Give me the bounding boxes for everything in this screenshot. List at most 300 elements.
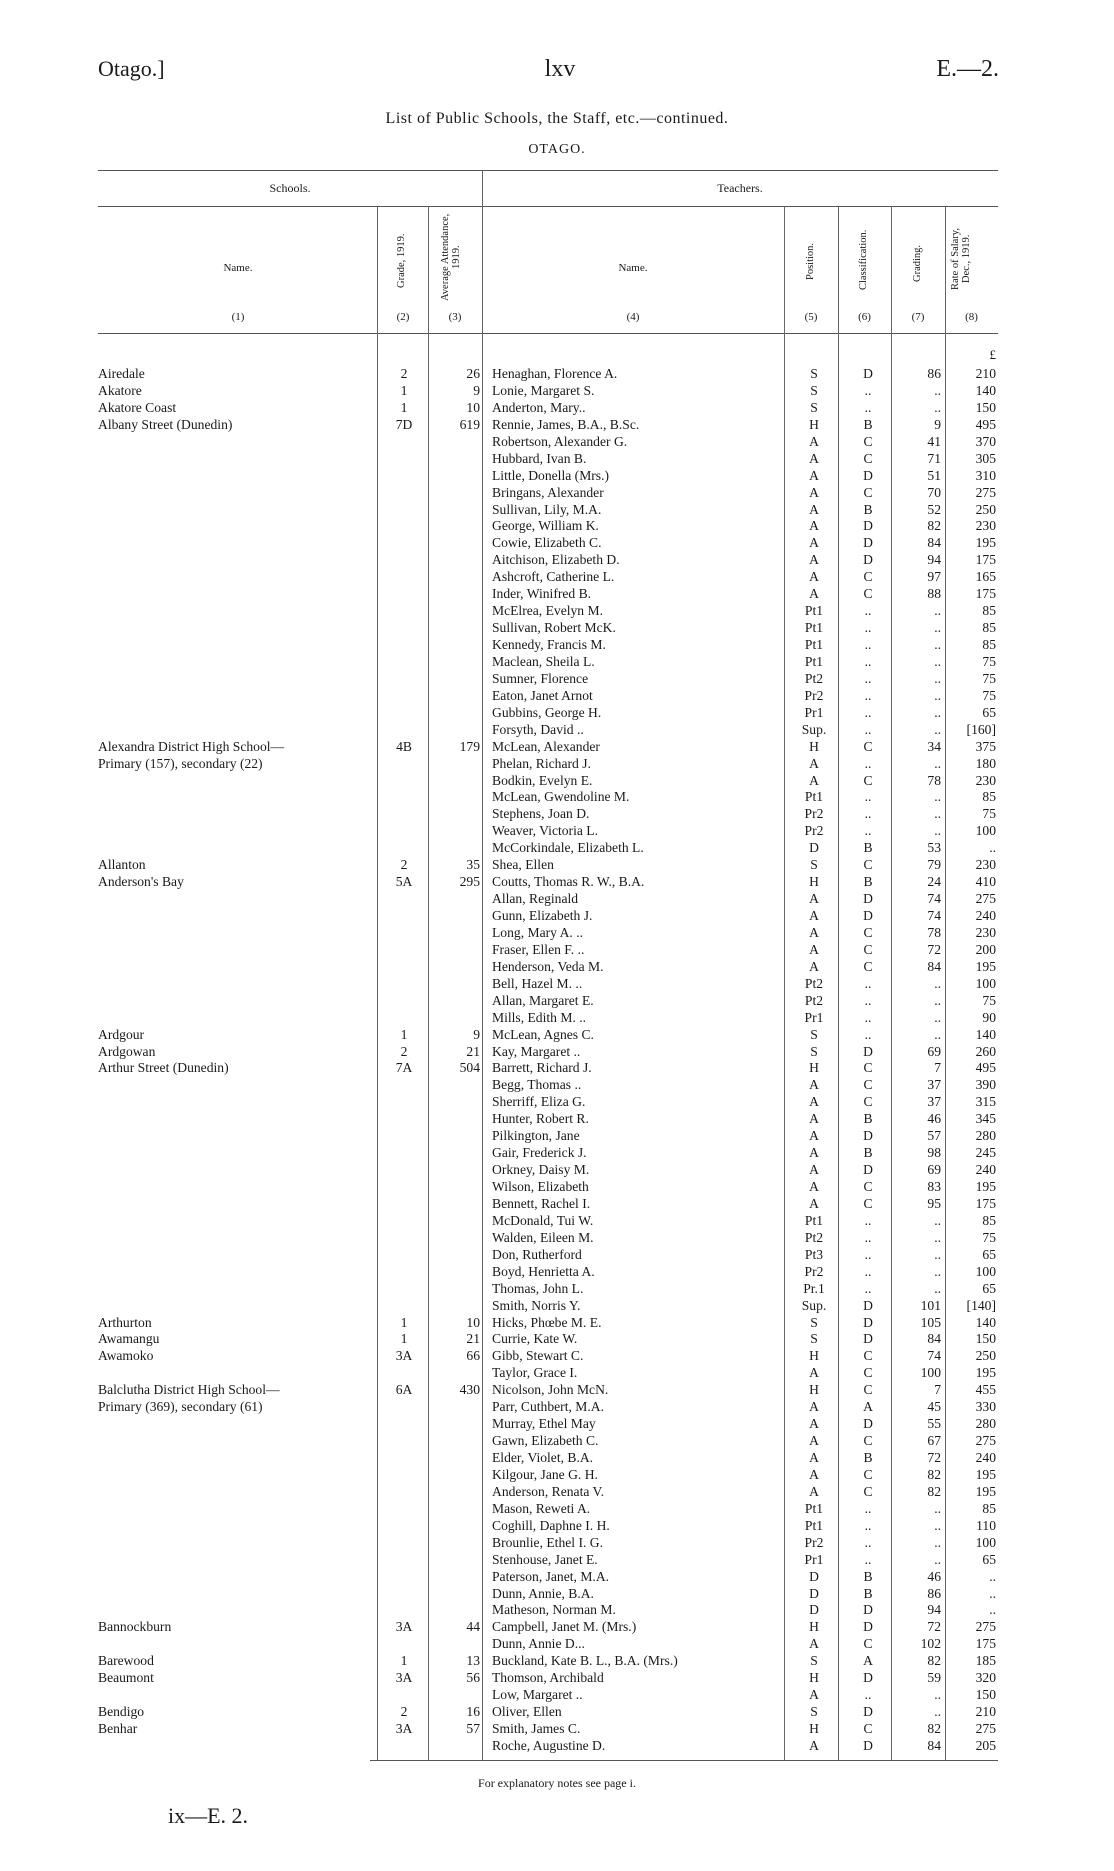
teacher-grading: .. — [934, 1551, 941, 1567]
teacher-position: S — [810, 1653, 818, 1669]
teacher-name: Wilson, Elizabeth — [492, 1179, 589, 1194]
teacher-name: Oliver, Ellen — [492, 1704, 562, 1720]
table-row — [0, 1619, 1114, 1636]
teacher-salary: 390 — [975, 1077, 996, 1093]
teacher-position: H — [809, 1382, 819, 1398]
teacher-position: Pt1 — [804, 1517, 824, 1533]
table-row — [0, 1213, 1114, 1230]
teacher-grading: 46 — [927, 1111, 941, 1127]
teacher-position: A — [809, 450, 819, 466]
teacher-classification: D — [863, 1314, 873, 1330]
teacher-name: Allan, Margaret E. — [492, 992, 594, 1008]
col-number-7: (7) — [911, 311, 925, 323]
teacher-name: Coutts, Thomas R. W., B.A. — [492, 874, 645, 890]
teacher-name: Gawn, Elizabeth C. — [492, 1433, 599, 1449]
average-attendance: 13 — [466, 1653, 480, 1669]
teacher-name: Stephens, Joan D. — [492, 806, 590, 822]
teacher-classification: C — [863, 1721, 873, 1736]
school-name: Ardgour — [98, 1026, 145, 1042]
col-number-2: (2) — [396, 311, 410, 323]
teacher-name: McCorkindale, Elizabeth L. — [492, 840, 644, 856]
teacher-position: A — [809, 1111, 819, 1127]
school-name: Beaumont — [98, 1670, 154, 1686]
teacher-name: Little, Donella (Mrs.) — [492, 467, 610, 483]
teacher-position: A — [809, 552, 819, 568]
teacher-grading: 41 — [927, 433, 941, 449]
teacher-salary: 275 — [975, 1433, 996, 1449]
teacher-grading: 82 — [927, 1721, 941, 1736]
teacher-name: Allan, Reginald — [492, 891, 579, 907]
teacher-position: A — [809, 958, 819, 974]
teacher-position: S — [810, 399, 818, 415]
average-attendance: 44 — [466, 1619, 480, 1635]
teacher-salary: 410 — [975, 874, 996, 890]
grading-header: Grading. — [912, 244, 923, 282]
school-name: Primary (369), secondary (61) — [98, 1399, 263, 1415]
teacher-name: McElrea, Evelyn M. — [492, 603, 603, 619]
table-row — [0, 1636, 1114, 1653]
teacher-classification: D — [863, 467, 873, 483]
school-grade: 2 — [400, 1704, 408, 1720]
table-row — [0, 1569, 1114, 1586]
teacher-name: Forsyth, David .. — [492, 721, 584, 737]
teacher-name: Rennie, James, B.A., B.Sc. — [492, 416, 640, 432]
teacher-classification: C — [863, 1348, 873, 1364]
teacher-salary: 150 — [975, 1687, 996, 1703]
teacher-grading: 82 — [927, 518, 941, 534]
col-number-8: (8) — [965, 311, 978, 323]
teacher-grading: .. — [934, 637, 941, 652]
teacher-salary: 150 — [975, 1331, 996, 1347]
teacher-position: A — [809, 924, 819, 940]
teacher-salary: 230 — [975, 924, 996, 940]
table-row — [0, 1484, 1114, 1501]
teacher-classification: B — [863, 1450, 873, 1465]
teacher-classification: D — [863, 1162, 873, 1178]
teacher-salary: 230 — [975, 518, 996, 534]
teacher-position: A — [809, 772, 819, 788]
table-row — [0, 1010, 1114, 1027]
teacher-classification: C — [863, 1466, 873, 1482]
teacher-classification: .. — [864, 603, 872, 619]
table-row — [0, 1467, 1114, 1484]
teacher-classification: B — [863, 501, 873, 517]
average-attendance: 26 — [466, 366, 480, 381]
teacher-salary: 195 — [975, 1483, 996, 1499]
teacher-name: Long, Mary A. .. — [492, 924, 583, 940]
teacher-grading: .. — [934, 823, 941, 839]
teacher-position: D — [809, 1568, 819, 1584]
teacher-grading: .. — [934, 382, 941, 398]
table-row — [0, 586, 1114, 603]
teacher-position: A — [809, 518, 819, 534]
table-row — [0, 942, 1114, 959]
teacher-salary: 210 — [975, 366, 996, 381]
col-number-3: (3) — [448, 311, 462, 323]
teacher-classification: D — [863, 518, 873, 534]
teacher-classification: C — [863, 1094, 873, 1110]
average-attendance: 179 — [459, 738, 480, 754]
document-code: E.—2. — [936, 56, 999, 82]
table-row — [0, 688, 1114, 705]
teacher-position: Pt1 — [804, 1500, 824, 1516]
teacher-classification: C — [863, 1077, 873, 1093]
teacher-classification: .. — [864, 789, 872, 805]
teacher-name: Inder, Winifred B. — [492, 586, 592, 602]
teacher-salary: 250 — [975, 1348, 996, 1364]
teacher-classification: .. — [864, 755, 872, 771]
running-header-left: Otago.] — [98, 56, 165, 81]
teacher-grading: 46 — [927, 1568, 941, 1584]
table-row — [0, 993, 1114, 1010]
teacher-grading: 72 — [927, 1450, 941, 1465]
teacher-grading: 83 — [927, 1179, 941, 1194]
schools-staff-table — [0, 366, 1114, 1755]
page-title: List of Public Schools, the Staff, etc.—continued. — [385, 110, 729, 127]
school-name-header: Name. — [223, 262, 253, 274]
table-row — [0, 654, 1114, 671]
teacher-grading: 82 — [927, 1466, 941, 1482]
table-row — [0, 417, 1114, 434]
school-name: Balclutha District High School— — [98, 1382, 280, 1398]
teacher-salary: 370 — [975, 433, 996, 449]
teacher-grading: 84 — [927, 535, 941, 551]
teacher-salary: 175 — [975, 1636, 996, 1652]
teacher-name: McDonald, Tui W. — [492, 1212, 594, 1228]
table-row — [0, 1264, 1114, 1281]
teacher-classification: B — [863, 1568, 873, 1584]
teacher-salary: 180 — [975, 755, 996, 771]
teacher-name: Taylor, Grace I. — [492, 1365, 578, 1381]
teacher-name: Orkney, Daisy M. — [492, 1162, 590, 1178]
teacher-salary: 260 — [975, 1043, 996, 1059]
teacher-salary: 100 — [975, 1534, 996, 1550]
teacher-grading: 88 — [927, 586, 941, 602]
table-top-rule — [98, 170, 998, 171]
table-row — [0, 637, 1114, 654]
teacher-position: A — [809, 1195, 819, 1211]
teacher-grading: 72 — [927, 1619, 941, 1635]
table-row — [0, 959, 1114, 976]
teacher-position: H — [809, 416, 819, 432]
teacher-name: Elder, Violet, B.A. — [492, 1450, 594, 1465]
average-attendance: 56 — [466, 1670, 480, 1686]
school-grade: 1 — [400, 382, 408, 398]
table-row — [0, 789, 1114, 806]
teacher-classification: .. — [864, 806, 872, 822]
table-row — [0, 451, 1114, 468]
teacher-salary: 100 — [975, 1263, 996, 1279]
teacher-salary: 320 — [975, 1670, 996, 1686]
teacher-name: Gair, Frederick J. — [492, 1145, 587, 1161]
teacher-name: Robertson, Alexander G. — [492, 433, 628, 449]
table-row — [0, 1281, 1114, 1298]
teacher-position: S — [810, 1043, 818, 1059]
teacher-classification: D — [863, 908, 873, 923]
teacher-grading: .. — [934, 755, 941, 771]
teacher-salary: 75 — [982, 687, 996, 703]
school-grade: 1 — [400, 1026, 408, 1042]
teacher-name: Phelan, Richard J. — [492, 755, 591, 771]
teacher-classification: B — [863, 1145, 873, 1161]
table-row — [0, 1027, 1114, 1044]
school-name: Allanton — [98, 857, 146, 873]
teacher-grading: 82 — [927, 1653, 941, 1669]
teacher-grading: 79 — [927, 857, 941, 873]
teacher-position: A — [809, 755, 819, 771]
average-attendance: 430 — [459, 1382, 480, 1398]
table-row — [0, 1044, 1114, 1061]
teacher-grading: .. — [934, 992, 941, 1008]
average-attendance: 9 — [473, 382, 480, 398]
teacher-grading: 67 — [927, 1433, 941, 1449]
teacher-salary: .. — [989, 1568, 996, 1584]
teacher-salary: 240 — [975, 1450, 996, 1465]
school-grade: 3A — [395, 1348, 413, 1364]
teacher-classification: D — [863, 1619, 873, 1635]
teacher-salary: 230 — [975, 772, 996, 788]
table-row — [0, 722, 1114, 739]
school-grade: 2 — [400, 857, 408, 873]
teacher-salary: 85 — [982, 789, 996, 805]
school-grade: 3A — [395, 1670, 413, 1686]
teacher-salary: 65 — [982, 704, 996, 720]
teacher-grading: .. — [934, 1009, 941, 1025]
teacher-grading: 7 — [934, 1382, 941, 1398]
teacher-name: Aitchison, Elizabeth D. — [492, 552, 620, 568]
table-row — [0, 840, 1114, 857]
col-number-4: (4) — [626, 311, 640, 323]
teacher-name: Lonie, Margaret S. — [492, 382, 595, 398]
teacher-position: Pt2 — [804, 1229, 824, 1245]
region-subtitle: OTAGO. — [528, 142, 586, 157]
teacher-classification: .. — [864, 1534, 872, 1550]
table-row — [0, 535, 1114, 552]
teacher-name: Low, Margaret .. — [492, 1687, 583, 1703]
school-name: Akatore Coast — [98, 399, 177, 415]
school-grade: 7A — [395, 1060, 413, 1076]
teacher-salary: 195 — [975, 958, 996, 974]
table-row — [0, 1433, 1114, 1450]
table-row — [0, 1094, 1114, 1111]
teacher-grading: 78 — [927, 772, 941, 788]
teacher-salary: 85 — [982, 637, 996, 652]
average-attendance: 21 — [466, 1043, 480, 1059]
teacher-classification: D — [863, 1043, 873, 1059]
teacher-grading: 97 — [927, 569, 941, 585]
teacher-classification: B — [863, 1585, 873, 1601]
teacher-name: Sherriff, Eliza G. — [492, 1094, 586, 1110]
average-attendance: 10 — [466, 399, 480, 415]
teacher-name: Begg, Thomas .. — [492, 1077, 582, 1093]
teacher-name: Paterson, Janet, M.A. — [492, 1568, 610, 1584]
table-row — [0, 400, 1114, 417]
teacher-salary: 495 — [975, 1060, 996, 1076]
school-grade: 2 — [400, 1043, 408, 1059]
teacher-classification: D — [863, 1416, 873, 1432]
teacher-position: H — [809, 874, 819, 890]
teacher-classification: .. — [864, 687, 872, 703]
teacher-position: A — [809, 484, 819, 500]
school-name: Anderson's Bay — [98, 874, 184, 890]
teacher-classification: C — [863, 857, 873, 873]
table-row — [0, 1721, 1114, 1738]
table-row — [0, 976, 1114, 993]
teacher-salary: 240 — [975, 1162, 996, 1178]
teacher-position: A — [809, 1416, 819, 1432]
teacher-position: Pt1 — [804, 620, 824, 636]
teacher-classification: .. — [864, 992, 872, 1008]
teacher-grading: 82 — [927, 1483, 941, 1499]
teachers-group-header: Teachers. — [717, 181, 763, 195]
school-name: Awamangu — [98, 1331, 160, 1347]
teacher-position: Pr2 — [804, 823, 824, 839]
table-row — [0, 1365, 1114, 1382]
teacher-grading: 74 — [927, 1348, 941, 1364]
school-grade: 4B — [396, 738, 412, 754]
teacher-position: Pr1 — [804, 704, 824, 720]
teacher-position: A — [809, 908, 819, 923]
teacher-position: A — [809, 501, 819, 517]
table-row — [0, 485, 1114, 502]
teacher-grading: 24 — [927, 874, 941, 890]
teacher-salary: 275 — [975, 891, 996, 907]
teacher-position: H — [809, 1670, 819, 1686]
teacher-grading: .. — [934, 1280, 941, 1296]
average-attendance: 10 — [466, 1314, 480, 1330]
teacher-grading: 53 — [927, 840, 941, 856]
teacher-classification: C — [863, 1365, 873, 1381]
teacher-position: S — [810, 366, 818, 381]
teacher-position: S — [810, 1704, 818, 1720]
teacher-position: H — [809, 1060, 819, 1076]
teacher-name: Campbell, Janet M. (Mrs.) — [492, 1619, 637, 1635]
teacher-position: A — [809, 1433, 819, 1449]
teacher-salary: 85 — [982, 620, 996, 636]
teacher-position: A — [809, 1128, 819, 1144]
table-row — [0, 518, 1114, 535]
teacher-name: Coghill, Daphne I. H. — [492, 1517, 610, 1533]
teacher-grading: 74 — [927, 908, 941, 923]
teacher-grading: .. — [934, 1704, 941, 1720]
teacher-name: Barrett, Richard J. — [492, 1060, 592, 1076]
teacher-salary: 100 — [975, 975, 996, 991]
teacher-position: Pt2 — [804, 670, 824, 686]
classification-header: Classification. — [858, 229, 869, 291]
teacher-name: Parr, Cuthbert, M.A. — [492, 1399, 604, 1415]
average-attendance: 9 — [473, 1026, 480, 1042]
teacher-classification: D — [863, 1737, 873, 1753]
average-attendance: 57 — [466, 1721, 480, 1736]
teacher-grading: .. — [934, 1687, 941, 1703]
teacher-position: D — [809, 1602, 819, 1618]
average-attendance: 295 — [459, 874, 480, 890]
school-grade: 1 — [400, 1653, 408, 1669]
teacher-salary: 205 — [975, 1737, 996, 1753]
teacher-position: D — [809, 840, 819, 856]
teacher-position: Pr1 — [804, 1009, 824, 1025]
teacher-classification: D — [863, 1331, 873, 1347]
teacher-salary: 275 — [975, 484, 996, 500]
table-row — [0, 1518, 1114, 1535]
teacher-grading: 78 — [927, 924, 941, 940]
teacher-name: Bringans, Alexander — [492, 484, 604, 500]
teacher-salary: 455 — [975, 1382, 996, 1398]
teacher-salary: 150 — [975, 399, 996, 415]
teacher-name: Anderson, Renata V. — [492, 1483, 605, 1499]
table-row — [0, 383, 1114, 400]
teacher-salary: 280 — [975, 1416, 996, 1432]
table-row — [0, 671, 1114, 688]
teacher-name: Bodkin, Evelyn E. — [492, 772, 593, 788]
school-name: Albany Street (Dunedin) — [98, 416, 233, 432]
teacher-salary: 100 — [975, 823, 996, 839]
teacher-classification: C — [863, 772, 873, 788]
table-row — [0, 908, 1114, 925]
teacher-name: Roche, Augustine D. — [492, 1737, 606, 1753]
teacher-grading: .. — [934, 1246, 941, 1262]
teacher-position: Pr2 — [804, 1534, 824, 1550]
table-row — [0, 891, 1114, 908]
teacher-classification: .. — [864, 704, 872, 720]
col-number-6: (6) — [858, 311, 871, 323]
teacher-grading: .. — [934, 1212, 941, 1228]
table-row — [0, 806, 1114, 823]
teacher-grading: 9 — [934, 416, 941, 432]
teacher-classification: .. — [864, 1500, 872, 1516]
teacher-salary: 280 — [975, 1128, 996, 1144]
teacher-salary: 175 — [975, 552, 996, 568]
teacher-position: H — [809, 738, 819, 754]
teacher-name: Henderson, Veda M. — [492, 958, 604, 974]
teacher-position: Pt1 — [804, 653, 824, 669]
teacher-name: Hubbard, Ivan B. — [492, 450, 587, 466]
average-attendance: 619 — [459, 416, 480, 432]
average-attendance: 504 — [459, 1060, 480, 1076]
teacher-name: Ashcroft, Catherine L. — [492, 569, 615, 585]
teacher-position: A — [809, 1179, 819, 1194]
table-row — [0, 1416, 1114, 1433]
teacher-grading: 74 — [927, 891, 941, 907]
teacher-name: Gunn, Elizabeth J. — [492, 908, 593, 923]
school-name: Bannockburn — [98, 1619, 172, 1635]
group-header-rule — [98, 206, 998, 207]
teacher-classification: D — [863, 1670, 873, 1686]
teacher-grading: 57 — [927, 1128, 941, 1144]
teacher-position: A — [809, 941, 819, 957]
teacher-classification: D — [863, 552, 873, 568]
teacher-position: A — [809, 891, 819, 907]
teacher-classification: C — [863, 1382, 873, 1398]
teacher-salary: 185 — [975, 1653, 996, 1669]
teacher-salary: 75 — [982, 806, 996, 822]
teacher-salary: 85 — [982, 603, 996, 619]
teacher-salary: 75 — [982, 1229, 996, 1245]
teacher-salary: 345 — [975, 1111, 996, 1127]
table-row — [0, 1315, 1114, 1332]
teacher-grading: .. — [934, 1534, 941, 1550]
teacher-classification: C — [863, 738, 873, 754]
teacher-salary: 65 — [982, 1551, 996, 1567]
teacher-grading: 84 — [927, 958, 941, 974]
teacher-salary: 65 — [982, 1246, 996, 1262]
teacher-salary: 210 — [975, 1704, 996, 1720]
school-grade: 5A — [395, 874, 413, 890]
table-row — [0, 620, 1114, 637]
teacher-grading: 69 — [927, 1162, 941, 1178]
teacher-classification: .. — [864, 1246, 872, 1262]
table-row — [0, 1501, 1114, 1518]
